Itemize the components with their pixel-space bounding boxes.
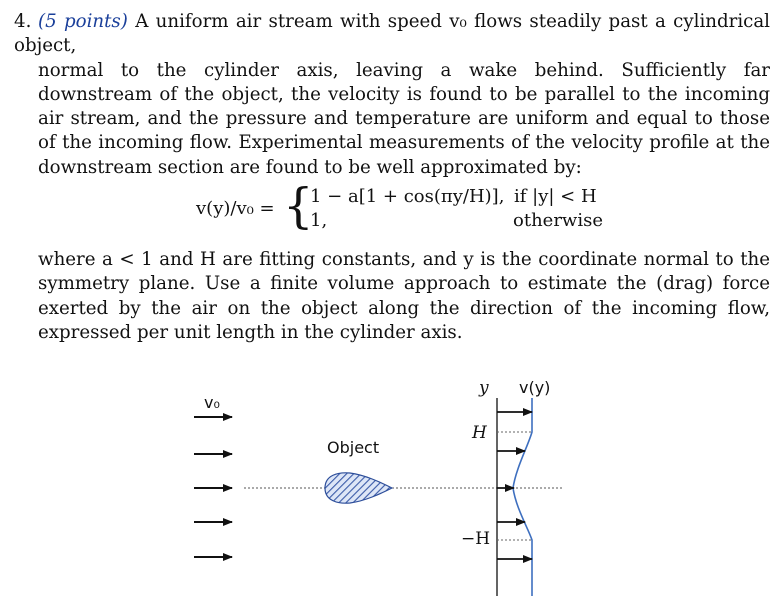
equation-case2-condition: otherwise <box>513 210 603 231</box>
y-axis-label: y <box>479 378 489 398</box>
equation-case1-expression: 1 − a[1 + cos(πy/H)], <box>310 186 505 207</box>
equation-lhs: v(y)/v₀ = <box>196 198 275 219</box>
problem-statement <box>14 10 770 180</box>
v0-label: v₀ <box>204 393 220 412</box>
problem-statement-line1: A uniform air stream with speed v₀ flows steadily past a cylindrical object, <box>14 11 770 57</box>
explanation-text: where a < 1 and H are fitting constants, and y is the coordinate normal to the symmetry plane. Use a finite volume approach to estimate the (drag) force exerted by the air on the object along the direction of the incoming flow, expressed per unit length in the cylinder axis. <box>38 249 770 343</box>
problem-statement-rest: normal to the cylinder axis, leaving a wake behind. Sufficiently far downstream of the object, the velocity is found to be parallel to the incoming air stream, and the pressure and temperature are uniform and equal to those of the incoming flow. Experimental measurements of the velocity profile at the downstream section are found to be well approximated by: <box>38 59 770 178</box>
problem-number: 4. <box>14 11 32 32</box>
equation-brace: { <box>283 178 314 234</box>
equation-case2-expression: 1, <box>310 210 328 231</box>
object-label: Object <box>327 438 380 457</box>
vy-label: v(y) <box>519 378 551 397</box>
velocity-profile-curve <box>513 398 532 596</box>
flow-diagram <box>0 360 781 604</box>
problem-points: (5 points) <box>38 11 128 32</box>
h-label: H <box>472 423 487 443</box>
velocity-arrows <box>497 412 532 559</box>
neg-h-label: −H <box>461 529 491 549</box>
inflow-arrows <box>194 417 232 557</box>
equation-case1-condition: if |y| < H <box>514 186 597 207</box>
cylindrical-object <box>325 473 392 503</box>
